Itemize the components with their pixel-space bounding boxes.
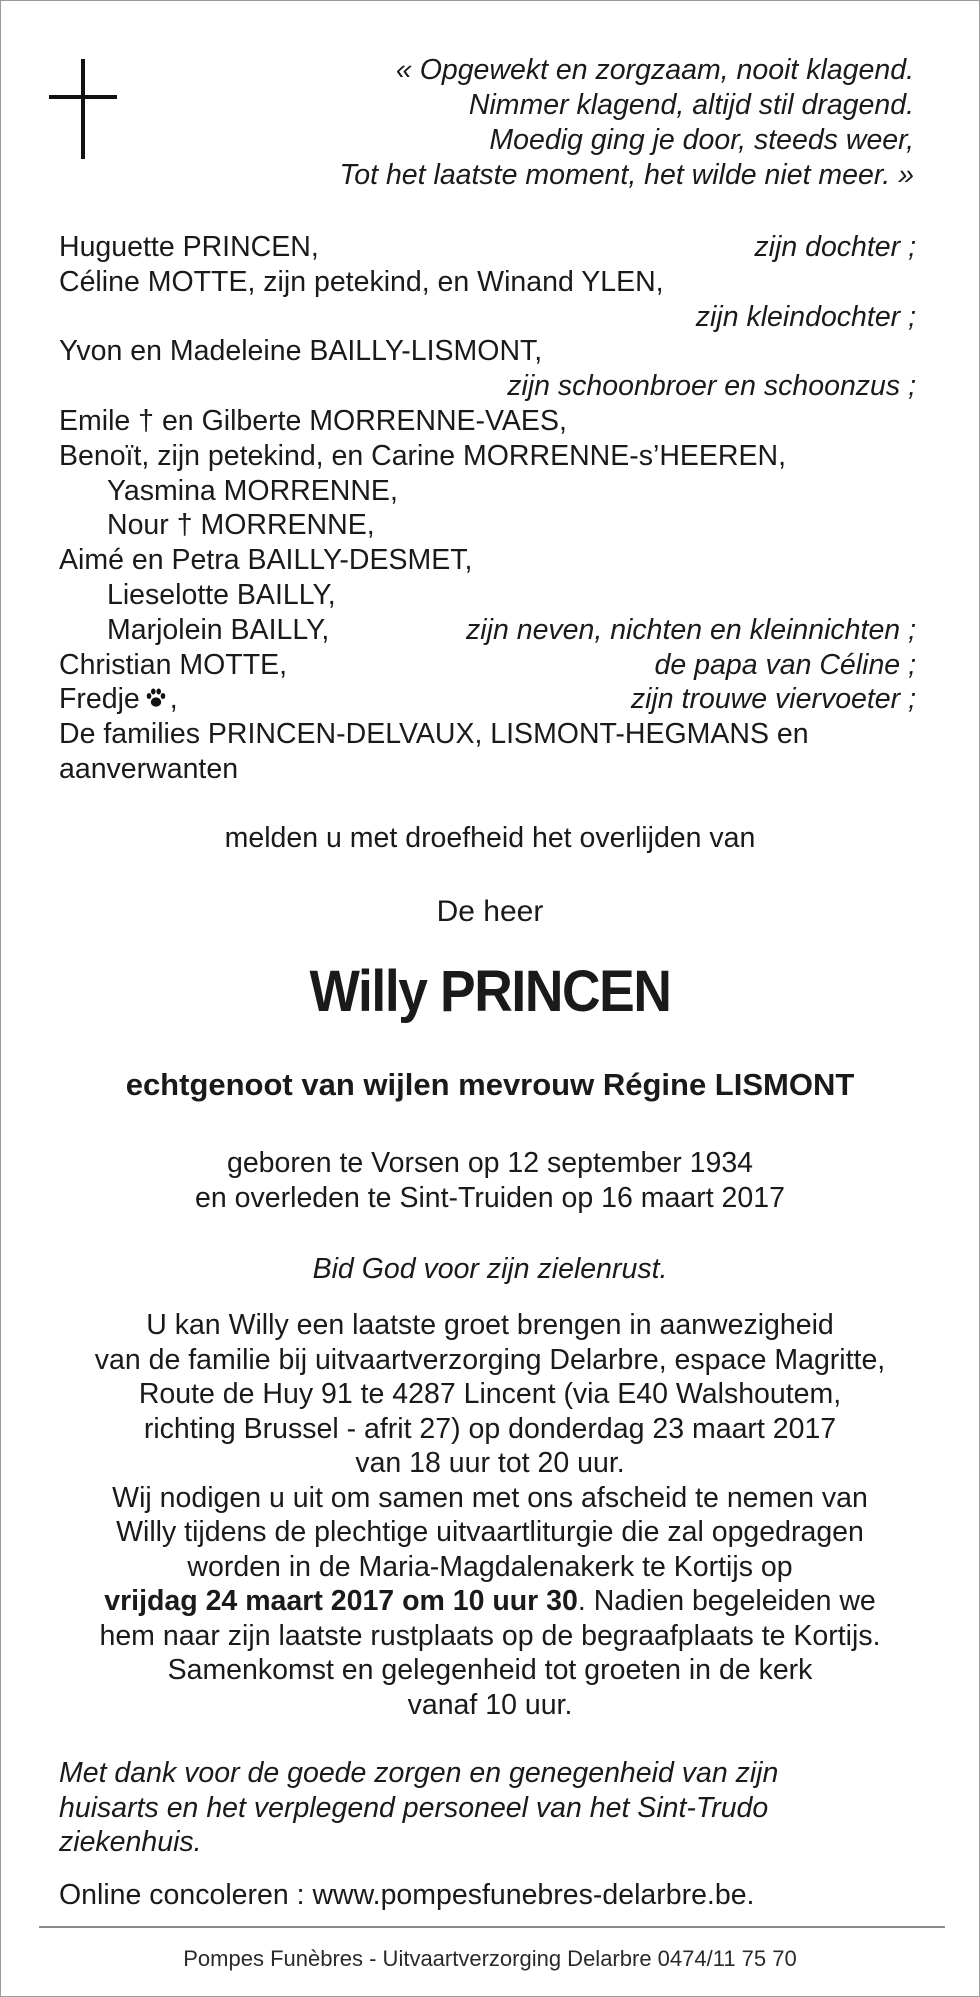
paw-print-icon [144, 686, 168, 710]
family-relation: zijn kleindochter ; [695, 300, 916, 333]
details-line: richting Brussel - afrit 27) op donderdag 23 maart 2017 [143, 1412, 837, 1445]
funeral-date-time: vrijdag 24 maart 2017 om 10 uur 30 [104, 1585, 578, 1617]
details-line: vanaf 10 uur. [407, 1688, 573, 1721]
family-row [59, 439, 916, 474]
family-row [59, 369, 916, 404]
thanks-line: Met dank voor de goede zorgen en genegenheid van zijn [59, 1757, 779, 1789]
details-line: Route de Huy 91 te 4287 Lincent (via E40 Walshoutem, [138, 1378, 842, 1410]
poem-line: Moedig ging je door, steeds weer, [489, 124, 914, 156]
details-line: Samenkomst en gelegenheid tot groeten in de kerk [167, 1654, 813, 1686]
memorial-poem [194, 53, 914, 193]
family-member: Nour † MORRENNE, [107, 509, 375, 542]
online-condolence: Online concoleren : www.pompesfunebres-delarbre.be. [59, 1879, 755, 1911]
family-member: Marjolein BAILLY, [107, 613, 330, 646]
family-row [59, 404, 916, 439]
family-member: Benoït, zijn petekind, en Carine MORRENNE-s’HEEREN, [59, 439, 787, 472]
family-relation: de papa van Céline ; [654, 648, 916, 681]
family-row [59, 508, 916, 543]
family-row [59, 752, 916, 787]
family-member: Aimé en Petra BAILLY-DESMET, [59, 544, 473, 577]
thanks-line: ziekenhuis. [59, 1826, 202, 1858]
family-row [59, 300, 916, 335]
family-member: De families PRINCEN-DELVAUX, LISMONT-HEGMANS en [59, 718, 809, 751]
pet-name: Fredje [59, 683, 140, 716]
details-line: van de familie bij uitvaartverzorging Delarbre, espace Magritte, [94, 1343, 886, 1376]
birth-line: geboren te Vorsen op 12 september 1934 [226, 1147, 754, 1179]
family-member: Lieselotte BAILLY, [107, 578, 336, 611]
family-row [59, 474, 916, 509]
prayer-line: Bid God voor zijn zielenrust. [312, 1253, 668, 1285]
family-relation: zijn dochter ; [754, 231, 916, 263]
thanks-text [59, 1756, 919, 1860]
family-member: Yvon en Madeleine BAILLY-LISMONT, [59, 335, 543, 368]
family-row [59, 717, 916, 752]
funeral-details [41, 1308, 939, 1722]
pet-name-comma: , [169, 683, 178, 716]
footer-funeral-home: Pompes Funèbres - Uitvaartverzorging Delarbre 0474/11 75 70 [183, 1946, 797, 1971]
family-row [59, 230, 916, 265]
details-line [41, 1584, 939, 1619]
announcement-text: melden u met droefheid het overlijden van [224, 822, 756, 854]
family-row [59, 578, 916, 613]
family-member: Huguette PRINCEN, [59, 231, 319, 263]
honorific-title: De heer [436, 895, 544, 928]
thanks-line: huisarts en het verplegend personeel van het Sint-Trudo [59, 1791, 769, 1824]
footer-divider [39, 1926, 945, 1928]
poem-line: « Opgewekt en zorgzaam, nooit klagend. [395, 54, 914, 86]
family-member: Céline MOTTE, zijn petekind, en Winand YLEN, [59, 265, 664, 298]
family-member [59, 682, 178, 717]
spouse-line: echtgenoot van wijlen mevrouw Régine LISMONT [125, 1067, 855, 1102]
death-line: en overleden te Sint-Truiden op 16 maart 2017 [195, 1182, 785, 1214]
family-member: aanverwanten [59, 752, 239, 785]
family-member: Christian MOTTE, [59, 648, 288, 681]
cross-icon [49, 59, 117, 159]
details-line: Wij nodigen u uit om samen met ons afscheid te nemen van [112, 1481, 868, 1514]
family-row [59, 648, 916, 683]
details-line-tail: . Nadien begeleiden we [577, 1585, 876, 1617]
family-row [59, 613, 916, 648]
details-line: worden in de Maria-Magdalenakerk te Kortijs op [187, 1550, 793, 1583]
family-relation: zijn trouwe viervoeter ; [630, 683, 916, 716]
family-list [59, 230, 916, 787]
family-row [59, 543, 916, 578]
family-relation: zijn neven, nichten en kleinnichten ; [466, 613, 916, 646]
family-row [59, 334, 916, 369]
poem-line: Nimmer klagend, altijd stil dragend. [468, 89, 914, 121]
deceased-name: Willy PRINCEN [309, 959, 671, 1024]
details-line: Willy tijdens de plechtige uitvaartliturgie die zal opgedragen [116, 1516, 864, 1548]
poem-line: Tot het laatste moment, het wilde niet meer. » [339, 159, 914, 191]
details-line: van 18 uur tot 20 uur. [355, 1447, 625, 1479]
life-dates [41, 1146, 939, 1216]
family-row [59, 265, 916, 300]
family-relation: zijn schoonbroer en schoonzus ; [507, 370, 916, 403]
family-member: Yasmina MORRENNE, [107, 474, 398, 507]
details-line: hem naar zijn laatste rustplaats op de begraafplaats te Kortijs. [99, 1619, 881, 1652]
family-row [59, 682, 916, 717]
family-member: Emile † en Gilberte MORRENNE-VAES, [59, 404, 567, 437]
details-line: U kan Willy een laatste groet brengen in aanwezigheid [146, 1309, 834, 1341]
